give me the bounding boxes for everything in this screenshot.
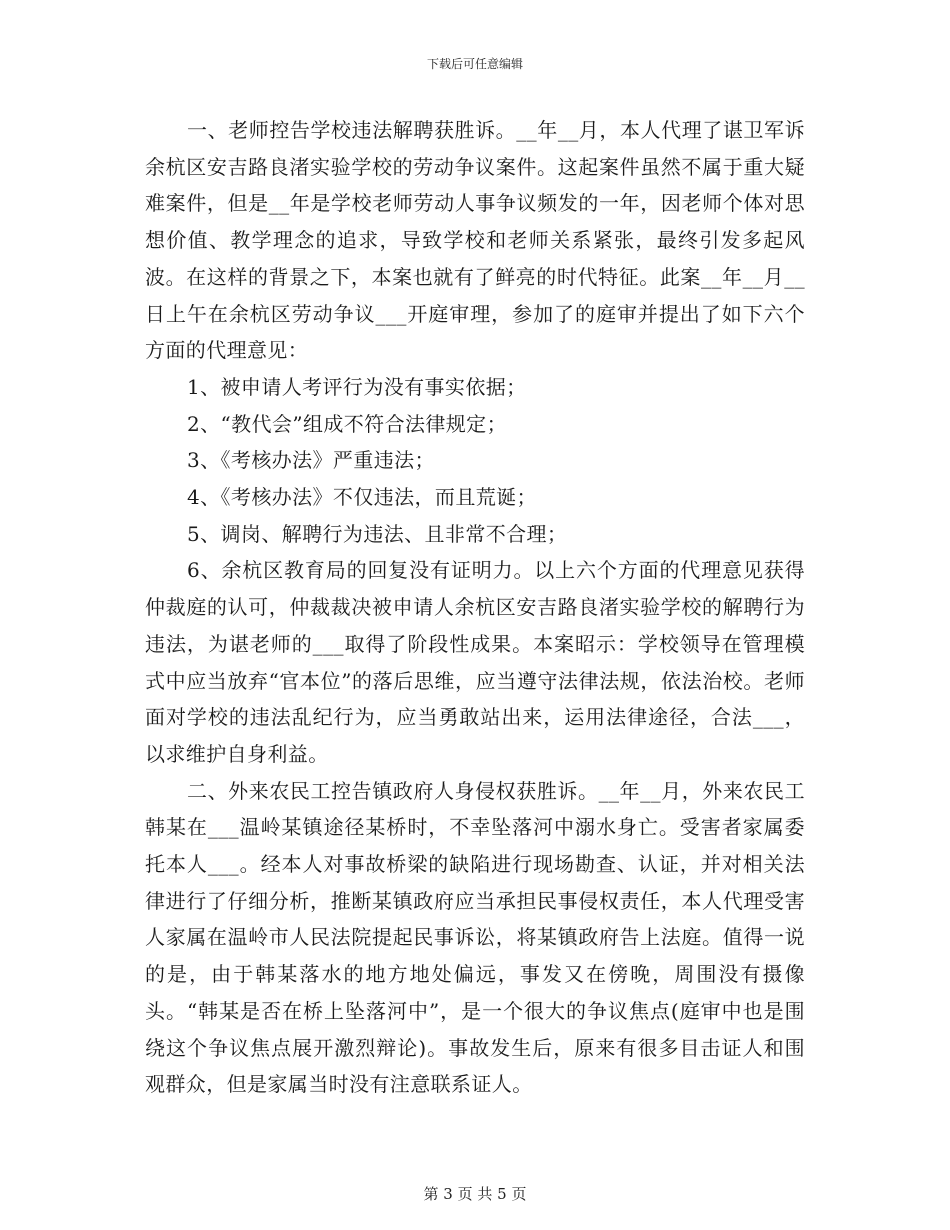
page-header: 下载后可任意编辑: [426, 57, 523, 71]
page-number: 第 3 页 共 5 页: [423, 1185, 527, 1203]
paragraph-case-two: 二、外来农民工控告镇政府人身侵权获胜诉。__年__月，外来农民工韩某在___温岭某镇途径某桥时，不幸坠落河中溺水身亡。受害者家属委托本人___。经本人对事故桥梁的缺陷进行现场勘查、认证，并对相关法律进行了仔细分析，推断某镇政府应当承担民事侵权责任，本人代理受害人家属在温岭市人民法院提起民事诉讼，将某镇政府告上法庭。值得一说的是，由于韩某落水的地方地处偏远，事发又在傍晚，周围没有摄像头。“韩某是否在桥上坠落河中”，是一个很大的争议焦点(庭审中也是围绕这个争议焦点展开激烈辩论)。事故发生后，原来有很多目击证人和围观群众，但是家属当时没有注意联系证人。: [145, 778, 805, 1097]
list-item-opinion-3: 3、《考核办法》严重违法；: [187, 448, 435, 473]
list-item-opinion-4: 4、《考核办法》不仅违法，而且荒诞；: [187, 485, 537, 510]
list-item-opinion-1: 1、被申请人考评行为没有事实依据；: [187, 374, 527, 399]
list-item-opinion-6: 6、余杭区教育局的回复没有证明力。以上六个方面的代理意见获得仲裁庭的认可，仲裁裁决被申请人余杭区安吉路良渚实验学校的解聘行为违法，为谌老师的___取得了阶段性成果。本案昭示：学校领导在管理模式中应当放弃“官本位”的落后思维，应当遵守法律法规，依法治校。老师面对学校的违法乱纪行为，应当勇敢站出来，运用法律途径，合法___，以求维护自身利益。: [145, 558, 805, 766]
paragraph-case-one: 一、老师控告学校违法解聘获胜诉。__年__月，本人代理了谌卫军诉余杭区安吉路良渚实验学校的劳动争议案件。这起案件虽然不属于重大疑难案件，但是__年是学校老师劳动人事争议频发的一年，因老师个体对思想价值、教学理念的追求，导致学校和老师关系紧张，最终引发多起风波。在这样的背景之下，本案也就有了鲜亮的时代特征。此案__年__月__日上午在余杭区劳动争议___开庭审理，参加了的庭审并提出了如下六个方面的代理意见：: [145, 118, 805, 363]
list-item-opinion-2: 2、“教代会”组成不符合法律规定；: [187, 411, 507, 436]
list-item-opinion-5: 5、调岗、解聘行为违法、且非常不合理；: [187, 521, 568, 546]
document-body: [145, 112, 805, 1103]
